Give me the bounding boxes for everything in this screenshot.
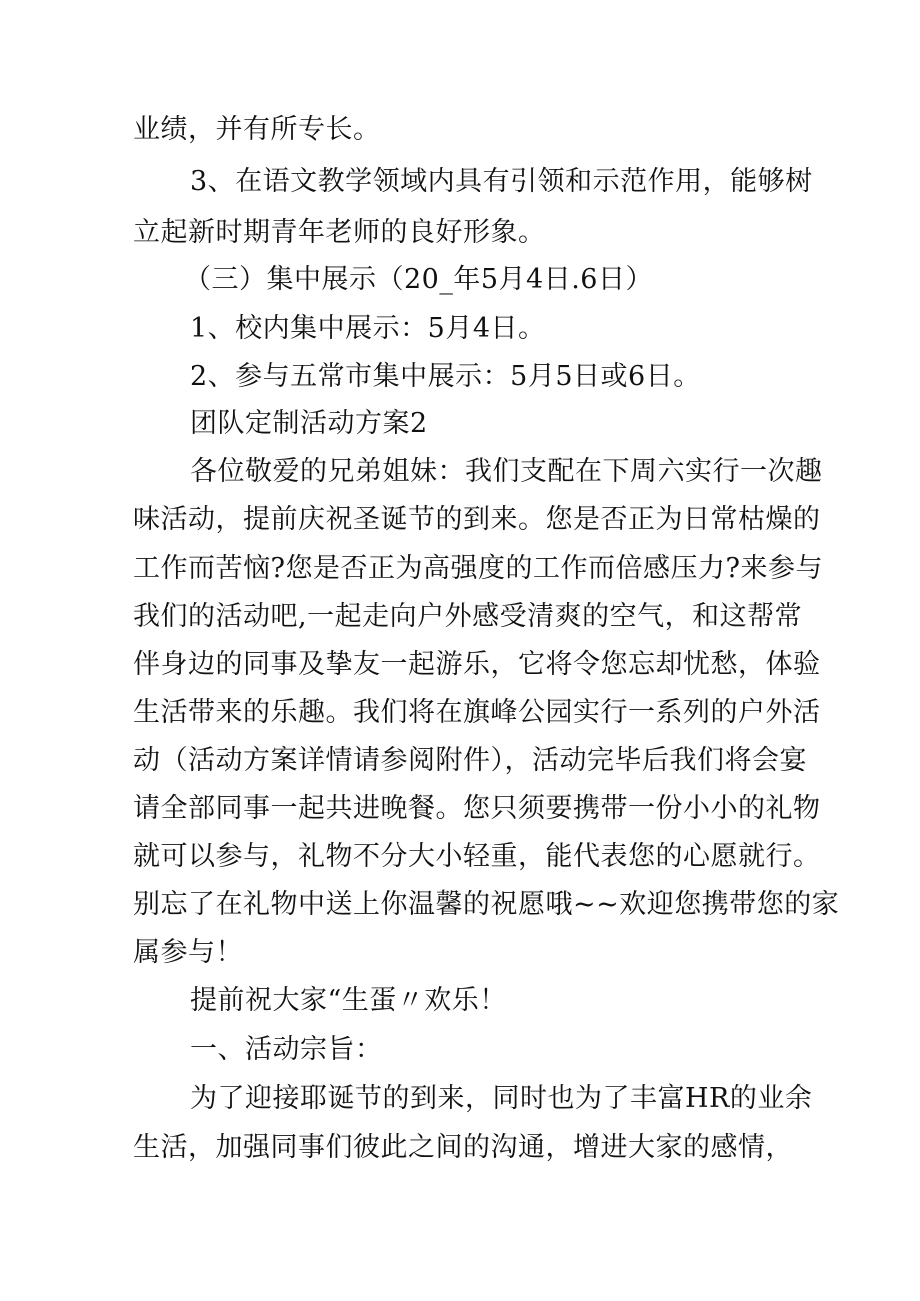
text-line: 生活，加强同事们彼此之间的沟通，增进大家的感情， [133, 1132, 793, 1163]
text-line: 各位敬爱的兄弟姐妹：我们支配在下周六实行一次趣 [190, 456, 823, 487]
text-line: 请全部同事一起共进晚餐。您只须要携带一份小小的礼物 [133, 793, 821, 824]
text-line: 3、在语文教学领域内具有引领和示范作用，能够树 [190, 166, 813, 197]
section-heading: 团队定制活动方案2 [190, 408, 428, 439]
section-heading: （三）集中展示（20_年5月4日.6日） [184, 264, 653, 295]
text-line: 伴身边的同事及挚友一起游乐，它将令您忘却忧愁，体验 [133, 649, 821, 680]
section-heading: 一、活动宗旨： [190, 1034, 383, 1065]
text-line: 味活动，提前庆祝圣诞节的到来。您是否正为日常枯燥的 [133, 504, 821, 535]
text-line: 生活带来的乐趣。我们将在旗峰公园实行一系列的户外活 [133, 697, 821, 728]
text-line: 就可以参与，礼物不分大小轻重，能代表您的心愿就行。 [133, 841, 821, 872]
text-line: 别忘了在礼物中送上你温馨的祝愿哦~~欢迎您携带您的家 [133, 889, 840, 920]
text-line: 我们的活动吧,一起走向户外感受清爽的空气，和这帮常 [133, 601, 803, 632]
text-line: 工作而苦恼?您是否正为高强度的工作而倍感压力?来参与 [133, 553, 823, 584]
text-line: 2、参与五常市集中展示：5月5日或6日。 [190, 361, 701, 392]
text-line: 1、校内集中展示：5月4日。 [190, 313, 546, 344]
text-line: 提前祝大家“生蛋〃欢乐！ [190, 985, 507, 1016]
text-line: 业绩，并有所专长。 [133, 114, 381, 145]
text-line: 属参与！ [133, 937, 243, 968]
text-line: 立起新时期青年老师的良好形象。 [133, 217, 546, 248]
text-line: 为了迎接耶诞节的到来，同时也为了丰富HR的业余 [190, 1083, 813, 1114]
text-line: 动（活动方案详情请参阅附件），活动完毕后我们将会宴 [133, 745, 807, 776]
